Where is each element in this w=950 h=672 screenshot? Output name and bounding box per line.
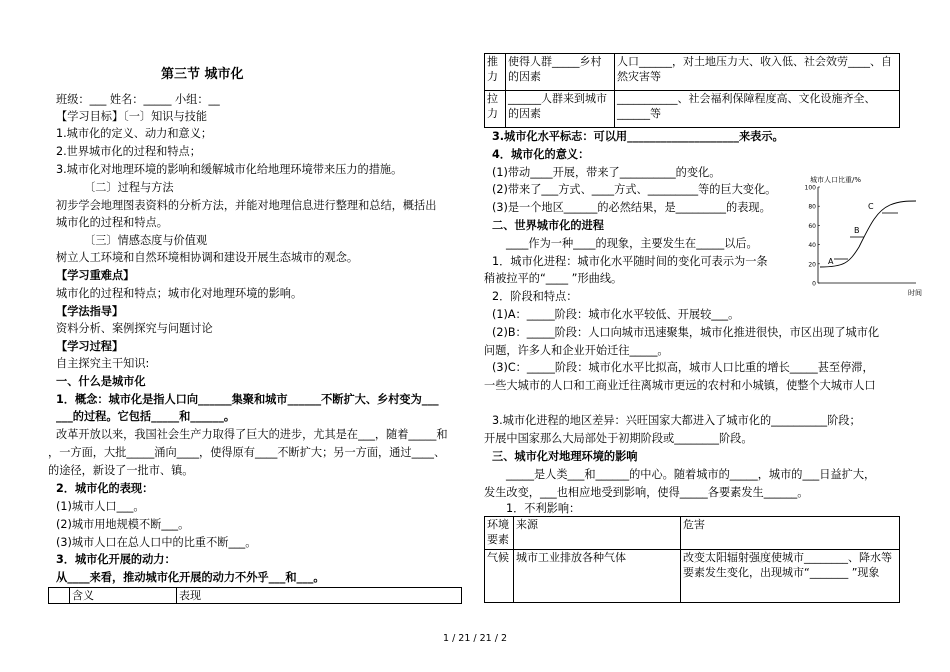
env-line-1: _____是人类___和______的中心。随着城市的_____，城市的___日益扩大， [506,468,876,481]
push-pull-table [484,53,900,128]
table-header-show: 表现 [177,588,462,604]
y-tick-label: 20 [808,261,816,269]
goal-2: 2.世界城市化的过程和特点； [56,145,201,158]
impact-header-element: 环境要素 [485,517,514,550]
world-line-2: 1．城市化进程：城市化水平随时间的变化可表示为一条 [492,255,768,268]
table-row [485,54,900,91]
table-row [485,517,900,550]
expression-3: (3)城市人口在总人口中的比重不断___。 [56,536,257,549]
meaning-2: (2)带来了___方式、____方式、_________等的巨大变化。 [492,183,777,196]
method-line: 资料分析、案例探究与问题讨论 [56,322,213,335]
process-heading: 〔二〕过程与方法 [84,181,174,194]
key-heading: 【学习重难点】 [56,269,135,282]
section-2-heading: 二、世界城市化的进程 [492,219,604,232]
stage-c-label: C [868,202,874,211]
y-tick-label: 80 [808,203,816,211]
impact-climate: 气候 [485,550,514,603]
emotion-line: 树立人工环境和自然环境相协调和建设开展生态城市的观念。 [56,251,359,264]
impact-climate-source: 城市工业排放各种气体 [514,550,681,603]
env-line-2: 发生改变，___也相应地受到影响，使得_____各要素发生______。 [484,486,809,499]
impact-climate-harm: 改变太阳辐射强度使城市________、降水等要素发生变化，出现城市“_______ ”现象 [681,550,900,603]
procedure-heading: 【学习过程】 [56,340,124,353]
goals-heading: 【学习目标】〔一〕知识与技能 [56,110,208,123]
stage-c-2: 一些大城市的人口和工商业迁往离城市更远的农村和小城镇，使整个大城市人口 [484,379,876,392]
push-meaning: 使得人群_____乡村的因素 [506,54,615,91]
y-tick-label: 40 [808,242,816,250]
pull-meaning: ______人群来到城市的因素 [506,91,615,128]
process-line-2: 城市化的过程和特点。 [56,216,168,229]
meaning-3: (3)是一个地区______的必然结果，是_________的表现。 [492,201,771,214]
key-line: 城市化的过程和特点；城市化对地理环境的影响。 [56,287,303,300]
x-axis-label: 时间 [908,289,922,297]
self-study: 自主探究主干知识: [56,357,150,370]
heading-level: 3.城市化水平标志：可以用____________________来表示。 [492,130,784,143]
stage-b-2: 问题，许多人和企业开始迁往_____。 [484,344,669,357]
stage-heading: 2．阶段和特点： [492,290,578,303]
pull-label: 拉力 [485,91,506,128]
table-row [485,550,900,603]
world-line-3: 稍被拉平的“____ ”形曲线。 [484,272,623,285]
push-show: 人口______，对土地压力大、收入低、社会效劳____、自然灾害等 [615,54,900,91]
section-1-heading: 一、什么是城市化 [56,375,146,388]
concept-line-2: ___的过程。它包括_____和______。 [56,410,236,423]
push-label: 推力 [485,54,506,91]
env-line-3: 1．不利影响： [506,502,581,515]
stage-b-1: (2)B：_____阶段：人口向城市迅速聚集，城市化推进很快，市区出现了城市化 [492,326,880,339]
region-line-2: 开展中国家那么大局部处于初期阶段或________阶段。 [484,432,753,445]
stage-a: (1)A：_____阶段：城市化水平较低、开展较___。 [492,308,740,321]
section-3-heading: 三、城市化对地理环境的影响 [492,450,638,463]
heading-2: 2．城市化的表现： [56,482,154,495]
y-tick-label: 0 [812,280,816,288]
heading-meaning: 4．城市化的意义： [492,148,590,161]
process-line-1: 初步学会地理图表资料的分析方法，并能对地理信息进行整理和总结，概括出 [56,199,437,212]
impact-table [484,516,900,603]
world-line-1: ____作为一种____的现象，主要发生在_____以后。 [506,237,758,250]
goal-1: 1.城市化的定义、动力和意义； [56,127,213,140]
meaning-1: (1)带动____开展，带来了__________的变化。 [492,166,721,179]
urbanization-chart [804,175,922,300]
method-heading: 【学法指导】 [56,305,124,318]
driver-table-header [48,587,462,604]
pull-show: ___________、社会福利保障程度高、文化设施齐全、______等 [615,91,900,128]
stage-b-label: B [854,226,860,235]
table-row [485,91,900,128]
page-footer: 1 / 21 / 21 / 2 [443,633,507,644]
stage-c-1: (3)C：_____阶段：城市化水平比拟高，城市人口比重的增长_____甚至停滞， [492,361,874,374]
expression-1: (1)城市人口___。 [56,500,145,513]
class-line: 班级：___ 姓名：_____ 小组：__ [56,93,220,106]
paragraph-line-2: ，一方面，大批_____涌向____，使得原有____不断扩大；另一方面，通过____、 [48,446,446,459]
stage-a-label: A [828,257,834,266]
chart-title: 城市人口比重/% [810,176,862,184]
expression-2: (2)城市用地规模不断___。 [56,518,190,531]
page-title: 第三节 城市化 [161,67,244,82]
y-tick-label: 100 [804,184,816,192]
goal-3: 3.城市化对地理环境的影响和缓解城市化给地理环境带来压力的措施。 [56,163,403,176]
paragraph-line-3: 的途径，新设了一批市、镇。 [48,464,194,477]
table-header-meaning: 含义 [70,588,177,604]
impact-header-harm: 危害 [681,517,900,550]
y-tick-label: 60 [808,222,816,230]
heading-3: 3．城市化开展的动力： [56,553,176,566]
concept-line-1: 1．概念：城市化是指人口向______集聚和城市______不断扩大、乡村变为___ [56,393,439,406]
table-cell-blank [49,588,70,604]
paragraph-line-1: 改革开放以来，我国社会生产力取得了巨大的进步，尤其是在___，随着_____和 [56,428,448,441]
impact-header-source: 来源 [514,517,681,550]
heading-3-sub: 从____来看，推动城市化开展的动力不外乎___和___。 [56,571,325,584]
region-line-1: 3.城市化进程的地区差异：兴旺国家大都进入了城市化的__________阶段； [492,414,861,427]
emotion-heading: 〔三〕情感态度与价值观 [84,234,208,247]
